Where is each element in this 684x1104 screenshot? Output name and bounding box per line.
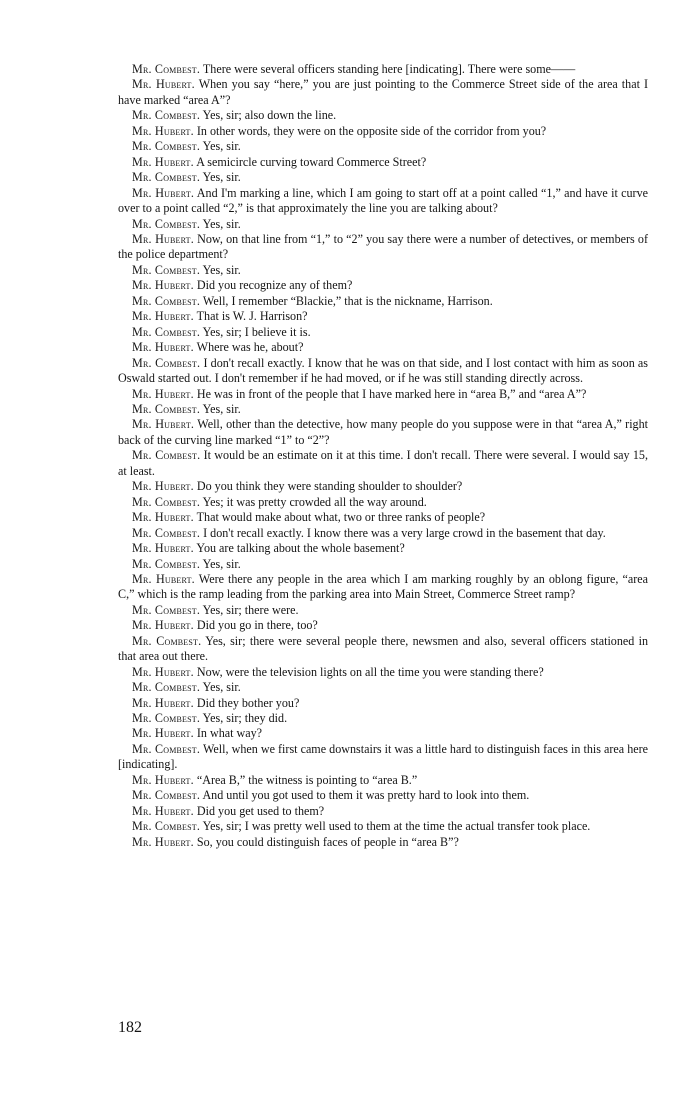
transcript-paragraph [118, 139, 648, 154]
transcript-paragraph [118, 186, 648, 217]
speaker-name: Mr. Combest. [132, 170, 201, 185]
speaker-name: Mr. Hubert. [132, 154, 194, 169]
speaker-name: Mr. Hubert. [132, 803, 194, 818]
speaker-name: Mr. Combest. [132, 108, 201, 123]
utterance-text: Yes, sir; they did. [202, 711, 288, 726]
utterance-text: Yes, sir; there were several people there, newsmen and also, several officers stationed in that area out there. [118, 633, 649, 664]
utterance-text: Did you recognize any of them? [196, 278, 353, 293]
speaker-name: Mr. Hubert. [132, 571, 195, 586]
transcript-paragraph [118, 448, 648, 479]
utterance-text: Did you get used to them? [196, 803, 325, 818]
transcript-paragraph [118, 232, 648, 263]
utterance-text: In other words, they were on the opposite side of the corridor from you? [196, 123, 547, 138]
speaker-name: Mr. Combest. [132, 711, 201, 726]
transcript-paragraph [118, 387, 648, 402]
utterance-text: A semicircle curving toward Commerce Street? [196, 154, 427, 169]
utterance-text: Yes, sir. [202, 556, 241, 571]
transcript-paragraph [118, 618, 648, 633]
utterance-text: Yes, sir. [202, 401, 241, 416]
speaker-name: Mr. Hubert. [132, 231, 194, 246]
utterance-text: When you say “here,” you are just pointing to the Commerce Street side of the area that I have marked “area A”? [118, 77, 649, 107]
speaker-name: Mr. Hubert. [132, 417, 195, 432]
transcript-paragraph [118, 479, 648, 494]
transcript-body [118, 62, 648, 850]
utterance-text: So, you could distinguish faces of people in “area B”? [196, 834, 459, 849]
transcript-paragraph [118, 804, 648, 819]
utterance-text: Yes, sir. [202, 680, 241, 695]
speaker-name: Mr. Hubert. [132, 386, 194, 401]
speaker-name: Mr. Hubert. [132, 340, 194, 355]
speaker-name: Mr. Hubert. [132, 695, 194, 710]
utterance-text: It would be an estimate on it at this time. I don't recall. There were several. I would say 15, at least. [118, 448, 648, 478]
transcript-paragraph [118, 340, 648, 355]
utterance-text: Well, I remember “Blackie,” that is the nickname, Harrison. [202, 293, 493, 308]
utterance-text: Were there any people in the area which I am marking roughly by an oblong figure, “area C,” which is the ramp leading from the parking area into Main Street, Commerce Street ramp? [118, 571, 649, 602]
speaker-name: Mr. Hubert. [132, 77, 195, 92]
speaker-name: Mr. Hubert. [132, 664, 194, 679]
utterance-text: Did you go in there, too? [196, 618, 318, 633]
transcript-paragraph [118, 665, 648, 680]
transcript-paragraph [118, 788, 648, 803]
speaker-name: Mr. Hubert. [132, 726, 194, 741]
utterance-text: Now, on that line from “1,” to “2” you say there were a number of detectives, or members of the police department? [118, 231, 648, 262]
speaker-name: Mr. Hubert. [132, 309, 194, 324]
speaker-name: Mr. Hubert. [132, 123, 194, 138]
utterance-text: Yes; it was pretty crowded all the way around. [202, 494, 427, 509]
transcript-paragraph [118, 680, 648, 695]
speaker-name: Mr. Hubert. [132, 541, 194, 556]
transcript-paragraph [118, 557, 648, 572]
transcript-paragraph [118, 711, 648, 726]
transcript-paragraph [118, 263, 648, 278]
transcript-paragraph [118, 819, 648, 834]
utterance-text: Do you think they were standing shoulder to shoulder? [196, 479, 463, 494]
utterance-text: Yes, sir. [202, 262, 241, 277]
utterance-text: I don't recall exactly. I know that he was on that side, and I lost contact with him as soon as Oswald started out. I don't remember if he had moved, or if he was still standing directly across. [118, 355, 648, 386]
speaker-name: Mr. Combest. [132, 262, 201, 277]
transcript-paragraph [118, 217, 648, 232]
transcript-paragraph [118, 510, 648, 525]
speaker-name: Mr. Combest. [132, 741, 201, 756]
utterance-text: Well, when we first came downstairs it was a little hard to distinguish faces in this area here [indicating]. [118, 741, 649, 772]
speaker-name: Mr. Combest. [132, 448, 201, 463]
utterance-text: That is W. J. Harrison? [196, 309, 308, 324]
transcript-paragraph [118, 155, 648, 170]
transcript-paragraph [118, 603, 648, 618]
transcript-paragraph [118, 572, 648, 603]
utterance-text: You are talking about the whole basement? [196, 541, 405, 556]
transcript-paragraph [118, 278, 648, 293]
utterance-text: Did they bother you? [196, 695, 300, 710]
speaker-name: Mr. Hubert. [132, 185, 195, 200]
speaker-name: Mr. Combest. [132, 819, 201, 834]
transcript-paragraph [118, 124, 648, 139]
utterance-text: Yes, sir. [202, 139, 241, 154]
speaker-name: Mr. Combest. [132, 216, 201, 231]
transcript-paragraph [118, 356, 648, 387]
speaker-name: Mr. Combest. [132, 355, 201, 370]
speaker-name: Mr. Hubert. [132, 510, 194, 525]
utterance-text: There were several officers standing here [indicating]. There were some—— [202, 62, 576, 76]
transcript-paragraph [118, 726, 648, 741]
speaker-name: Mr. Combest. [132, 602, 201, 617]
transcript-paragraph [118, 417, 648, 448]
transcript-paragraph [118, 696, 648, 711]
speaker-name: Mr. Combest. [132, 556, 201, 571]
transcript-paragraph [118, 541, 648, 556]
utterance-text: And I'm marking a line, which I am going to start off at a point called “1,” and have it curve over to a point called “2,” is that approximately the line you are talking about? [118, 185, 648, 216]
speaker-name: Mr. Combest. [132, 525, 201, 540]
utterance-text: Where was he, about? [196, 340, 304, 355]
utterance-text: Yes, sir; also down the line. [202, 108, 337, 123]
utterance-text: I don't recall exactly. I know there was a very large crowd in the basement that day. [203, 525, 606, 540]
speaker-name: Mr. Combest. [132, 324, 201, 339]
transcript-paragraph [118, 77, 648, 108]
speaker-name: Mr. Hubert. [132, 278, 194, 293]
utterance-text: Well, other than the detective, how many people do you suppose were in that “area A,” right back of the curving line marked “1” to “2”? [118, 417, 649, 447]
transcript-paragraph [118, 325, 648, 340]
speaker-name: Mr. Combest. [132, 401, 201, 416]
speaker-name: Mr. Hubert. [132, 618, 194, 633]
transcript-paragraph [118, 495, 648, 510]
transcript-paragraph [118, 170, 648, 185]
utterance-text: Yes, sir; there were. [202, 602, 299, 617]
speaker-name: Mr. Combest. [132, 139, 201, 154]
utterance-text: That would make about what, two or three ranks of people? [196, 510, 486, 525]
transcript-paragraph [118, 742, 648, 773]
transcript-paragraph [118, 634, 648, 665]
utterance-text: He was in front of the people that I have marked here in “area B,” and “area A”? [196, 386, 587, 401]
speaker-name: Mr. Combest. [132, 62, 201, 76]
speaker-name: Mr. Hubert. [132, 479, 194, 494]
page-number: 182 [118, 1019, 142, 1036]
transcript-paragraph [118, 526, 648, 541]
transcript-paragraph [118, 309, 648, 324]
speaker-name: Mr. Combest. [132, 633, 202, 648]
utterance-text: Yes, sir. [202, 216, 241, 231]
speaker-name: Mr. Combest. [132, 680, 201, 695]
speaker-name: Mr. Combest. [132, 293, 201, 308]
transcript-paragraph [118, 773, 648, 788]
utterance-text: “Area B,” the witness is pointing to “area B.” [196, 772, 418, 787]
transcript-paragraph [118, 402, 648, 417]
utterance-text: Yes, sir. [202, 170, 241, 185]
utterance-text: And until you got used to them it was pretty hard to look into them. [202, 788, 530, 803]
speaker-name: Mr. Combest. [132, 494, 201, 509]
speaker-name: Mr. Hubert. [132, 834, 194, 849]
transcript-paragraph [118, 835, 648, 850]
transcript-paragraph [118, 294, 648, 309]
utterance-text: Now, were the television lights on all the time you were standing there? [196, 664, 544, 679]
utterance-text: In what way? [196, 726, 263, 741]
speaker-name: Mr. Hubert. [132, 772, 194, 787]
transcript-paragraph [118, 62, 648, 77]
utterance-text: Yes, sir; I believe it is. [202, 324, 311, 339]
transcript-paragraph [118, 108, 648, 123]
utterance-text: Yes, sir; I was pretty well used to them at the time the actual transfer took place. [202, 819, 591, 834]
speaker-name: Mr. Combest. [132, 788, 201, 803]
